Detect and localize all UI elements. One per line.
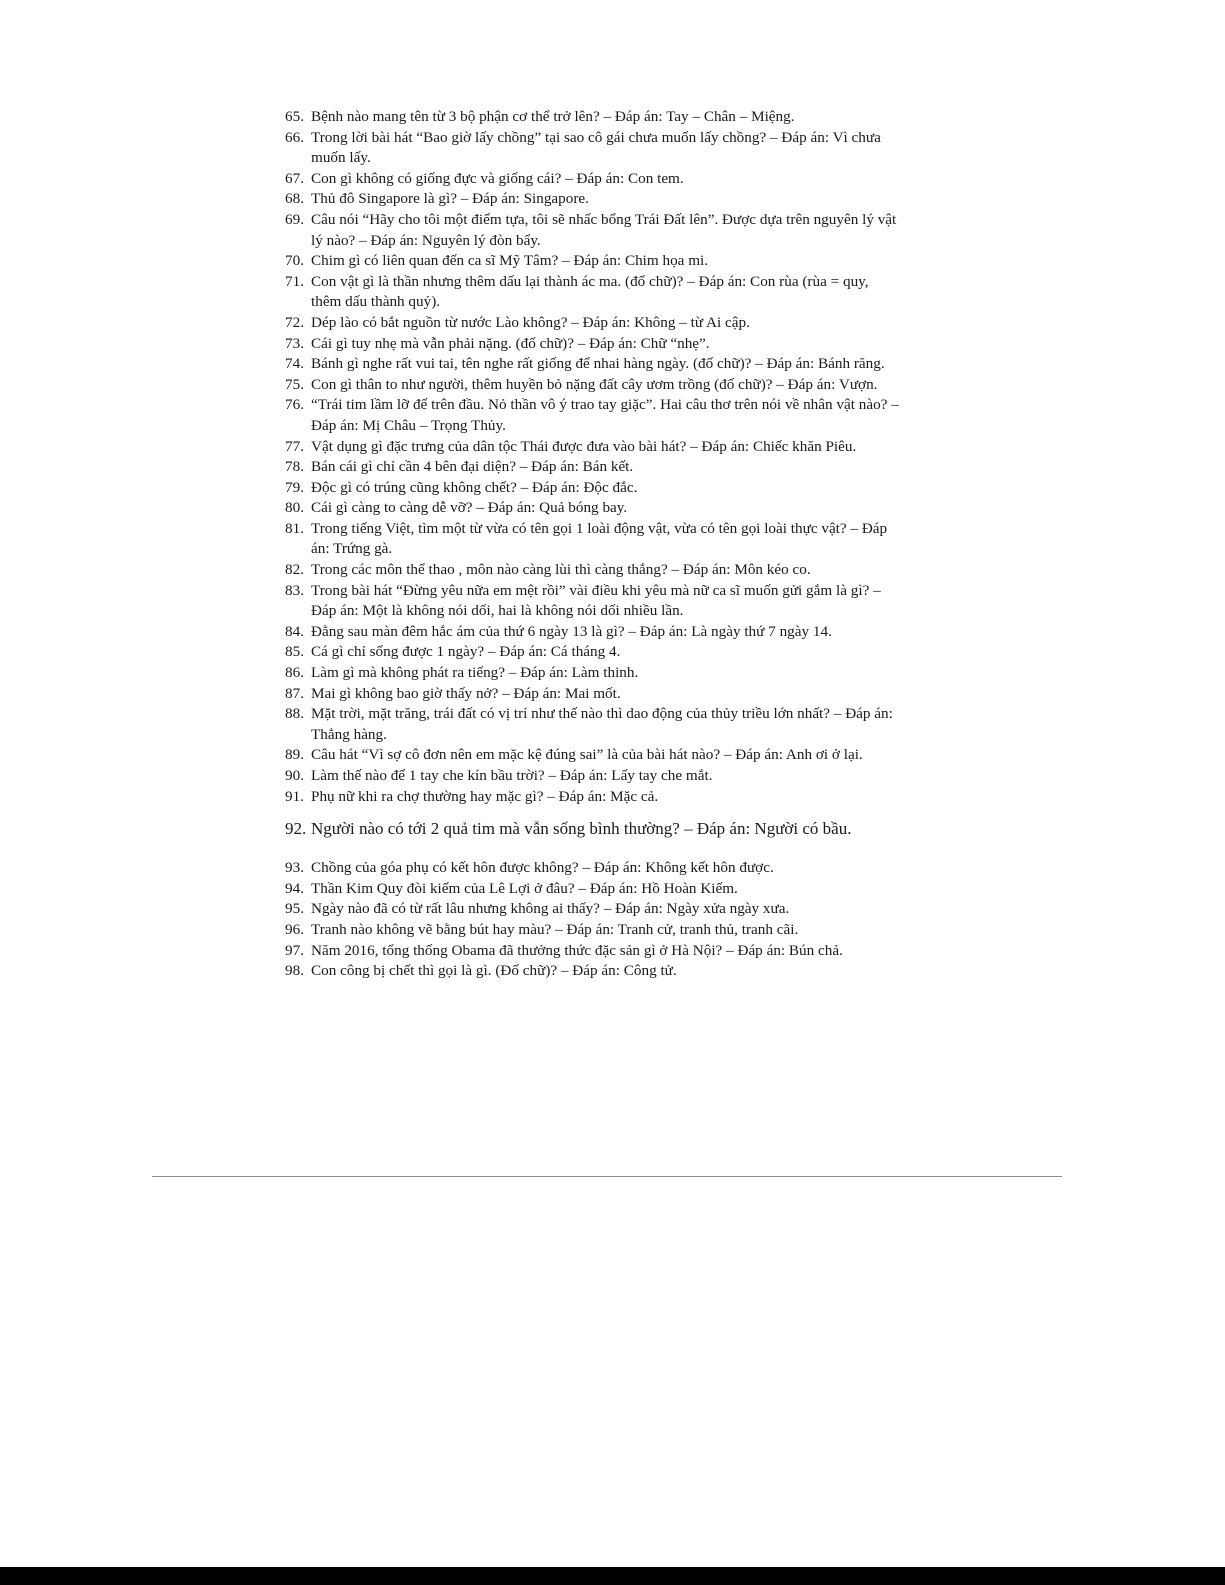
item-text: Cá gì chỉ sống được 1 ngày? – Đáp án: Cá tháng 4. bbox=[311, 643, 621, 661]
list-item bbox=[285, 704, 900, 745]
item-number: 68. bbox=[285, 190, 304, 208]
list-item bbox=[285, 313, 900, 334]
item-text: Cái gì càng to càng dễ vỡ? – Đáp án: Quả bóng bay. bbox=[311, 499, 628, 517]
list-item bbox=[285, 642, 900, 663]
list-item bbox=[285, 272, 900, 313]
list-item bbox=[285, 251, 900, 272]
item-text: Độc gì có trúng cũng không chết? – Đáp án: Độc đắc. bbox=[311, 478, 638, 496]
bottom-bar bbox=[0, 1567, 1225, 1585]
item-text: Con gì không có giống đực và giống cái? – Đáp án: Con tem. bbox=[311, 169, 684, 187]
item-text: Thủ đô Singapore là gì? – Đáp án: Singapore. bbox=[311, 190, 589, 208]
item-number: 77. bbox=[285, 437, 304, 455]
list-item bbox=[285, 858, 900, 879]
item-number: 71. bbox=[285, 272, 304, 290]
item-text: Phụ nữ khi ra chợ thường hay mặc gì? – Đáp án: Mặc cả. bbox=[311, 787, 659, 805]
item-text: Làm thế nào để 1 tay che kín bầu trời? – Đáp án: Lấy tay che mắt. bbox=[311, 767, 713, 784]
item-text: Người nào có tới 2 quả tim mà vẫn sống bình thường? – Đáp án: Người có bầu. bbox=[311, 819, 852, 839]
list-item bbox=[285, 375, 900, 396]
list-item bbox=[285, 354, 900, 375]
list-item bbox=[285, 560, 900, 581]
item-text: Thần Kim Quy đòi kiếm của Lê Lợi ở đâu? – Đáp án: Hồ Hoàn Kiếm. bbox=[311, 879, 738, 897]
item-number: 67. bbox=[285, 169, 304, 187]
item-number: 86. bbox=[285, 664, 304, 682]
item-text: “Trái tim lầm lỡ để trên đầu. Nỏ thần vô ý trao tay giặc”. Hai câu thơ trên nói về nhân vật nào? – Đáp án: Mị Châu – Trọng Thủy. bbox=[311, 396, 899, 434]
item-number: 66. bbox=[285, 128, 304, 146]
item-number: 98. bbox=[285, 962, 304, 980]
item-number: 85. bbox=[285, 643, 304, 661]
item-number: 76. bbox=[285, 396, 304, 414]
list-item bbox=[285, 745, 900, 766]
item-text: Tranh nào không vẽ bằng bút hay màu? – Đáp án: Tranh cử, tranh thủ, tranh cãi. bbox=[311, 920, 799, 938]
item-number: 83. bbox=[285, 581, 304, 599]
item-text: Bệnh nào mang tên từ 3 bộ phận cơ thể trở lên? – Đáp án: Tay – Chân – Miệng. bbox=[311, 108, 795, 125]
list-item bbox=[285, 128, 900, 169]
list-item bbox=[285, 498, 900, 519]
item-number: 74. bbox=[285, 355, 304, 373]
item-number: 90. bbox=[285, 767, 304, 784]
item-number: 96. bbox=[285, 920, 304, 938]
list-item bbox=[285, 334, 900, 355]
item-text: Chim gì có liên quan đến ca sĩ Mỹ Tâm? – Đáp án: Chim họa mi. bbox=[311, 252, 709, 270]
item-text: Ngày nào đã có từ rất lâu nhưng không ai thấy? – Đáp án: Ngày xửa ngày xưa. bbox=[311, 900, 790, 918]
list-item bbox=[285, 189, 900, 210]
list-item bbox=[285, 879, 900, 900]
page-divider bbox=[152, 1176, 1062, 1177]
item-number: 91. bbox=[285, 787, 304, 805]
item-number: 65. bbox=[285, 108, 304, 125]
item-number: 82. bbox=[285, 561, 304, 579]
item-text: Trong lời bài hát “Bao giờ lấy chồng” tại sao cô gái chưa muốn lấy chồng? – Đáp án: Vì chưa muốn lấy. bbox=[311, 128, 881, 167]
item-text: Mặt trời, mặt trăng, trái đất có vị trí như thế nào thì dao động của thủy triều lớn nhất? – Đáp án: Thẳng hàng. bbox=[311, 705, 893, 743]
item-number: 94. bbox=[285, 879, 304, 897]
item-text: Cái gì tuy nhẹ mà vẫn phải nặng. (đố chữ)? – Đáp án: Chữ “nhẹ”. bbox=[311, 334, 710, 352]
item-number: 78. bbox=[285, 458, 304, 476]
item-text: Câu hát “Vì sợ cô đơn nên em mặc kệ đúng sai” là của bài hát nào? – Đáp án: Anh ơi ở lại. bbox=[311, 746, 863, 764]
item-number: 73. bbox=[285, 334, 304, 352]
list-item bbox=[285, 437, 900, 458]
item-number: 87. bbox=[285, 684, 304, 702]
item-number: 89. bbox=[285, 746, 304, 764]
item-text: Con vật gì là thần nhưng thêm dấu lại thành ác ma. (đố chữ)? – Đáp án: Con rùa (rùa = quy, thêm dấu thành quỷ). bbox=[311, 272, 869, 311]
item-number: 69. bbox=[285, 210, 304, 228]
item-text: Vật dụng gì đặc trưng của dân tộc Thái được đưa vào bài hát? – Đáp án: Chiếc khăn Piêu. bbox=[311, 437, 857, 455]
item-text: Câu nói “Hãy cho tôi một điểm tựa, tôi sẽ nhấc bổng Trái Đất lên”. Được dựa trên nguyên lý vật lý nào? – Đáp án: Nguyên lý đòn bẩy. bbox=[311, 210, 897, 249]
list-item bbox=[285, 818, 900, 840]
list-item bbox=[285, 107, 900, 128]
item-number: 72. bbox=[285, 313, 304, 331]
item-number: 95. bbox=[285, 900, 304, 918]
item-number: 84. bbox=[285, 622, 304, 640]
item-number: 79. bbox=[285, 478, 304, 496]
list-item bbox=[285, 395, 900, 436]
item-number: 80. bbox=[285, 499, 304, 517]
list-item bbox=[285, 684, 900, 705]
list-item bbox=[285, 961, 900, 982]
document-page bbox=[285, 107, 900, 982]
item-text: Dép lào có bắt nguồn từ nước Lào không? – Đáp án: Không – từ Ai cập. bbox=[311, 313, 750, 331]
item-number: 70. bbox=[285, 252, 304, 270]
item-text: Làm gì mà không phát ra tiếng? – Đáp án: Làm thinh. bbox=[311, 664, 639, 682]
list-item bbox=[285, 519, 900, 560]
list-item bbox=[285, 622, 900, 643]
item-number: 92. bbox=[285, 819, 307, 839]
list-item bbox=[285, 210, 900, 251]
item-text: Bánh gì nghe rất vui tai, tên nghe rất giống để nhai hàng ngày. (đố chữ)? – Đáp án: Bánh răng. bbox=[311, 355, 885, 373]
item-text: Đằng sau màn đêm hắc ám của thứ 6 ngày 13 là gì? – Đáp án: Là ngày thứ 7 ngày 14. bbox=[311, 622, 832, 640]
item-number: 93. bbox=[285, 859, 304, 877]
item-text: Con gì thân to như người, thêm huyền bỏ nặng đất cây ươm trồng (đố chữ)? – Đáp án: Vượn. bbox=[311, 375, 878, 393]
item-number: 75. bbox=[285, 375, 304, 393]
list-item bbox=[285, 920, 900, 941]
item-text: Con công bị chết thì gọi là gì. (Đố chữ)? – Đáp án: Công tử. bbox=[311, 962, 677, 980]
list-item bbox=[285, 787, 900, 808]
list-item bbox=[285, 478, 900, 499]
item-text: Mai gì không bao giờ thấy nở? – Đáp án: Mai mốt. bbox=[311, 684, 621, 702]
list-item bbox=[285, 581, 900, 622]
item-text: Chồng của góa phụ có kết hôn được không? – Đáp án: Không kết hôn được. bbox=[311, 859, 774, 877]
list-item bbox=[285, 169, 900, 190]
item-text: Trong bài hát “Đừng yêu nữa em mệt rồi” vài điều khi yêu mà nữ ca sĩ muốn gửi gắm là gì? – Đáp án: Một là không nói dối, hai là không nói dối nhiều lần. bbox=[311, 581, 881, 620]
item-text: Trong các môn thể thao , môn nào càng lùi thì càng thắng? – Đáp án: Môn kéo co. bbox=[311, 561, 811, 579]
item-number: 81. bbox=[285, 519, 304, 537]
item-number: 97. bbox=[285, 941, 304, 959]
item-number: 88. bbox=[285, 705, 304, 723]
item-text: Bán cái gì chỉ cần 4 bên đại diện? – Đáp án: Bán kết. bbox=[311, 458, 634, 476]
item-text: Năm 2016, tổng thống Obama đã thưởng thức đặc sản gì ở Hà Nội? – Đáp án: Bún chả. bbox=[311, 941, 843, 959]
list-item bbox=[285, 457, 900, 478]
list-item bbox=[285, 766, 900, 787]
list-item bbox=[285, 663, 900, 684]
item-text: Trong tiếng Việt, tìm một từ vừa có tên gọi 1 loài động vật, vừa có tên gọi loài thực vật? – Đáp án: Trứng gà. bbox=[311, 519, 888, 558]
list-item bbox=[285, 941, 900, 962]
list-item bbox=[285, 899, 900, 920]
qa-list bbox=[285, 107, 900, 982]
